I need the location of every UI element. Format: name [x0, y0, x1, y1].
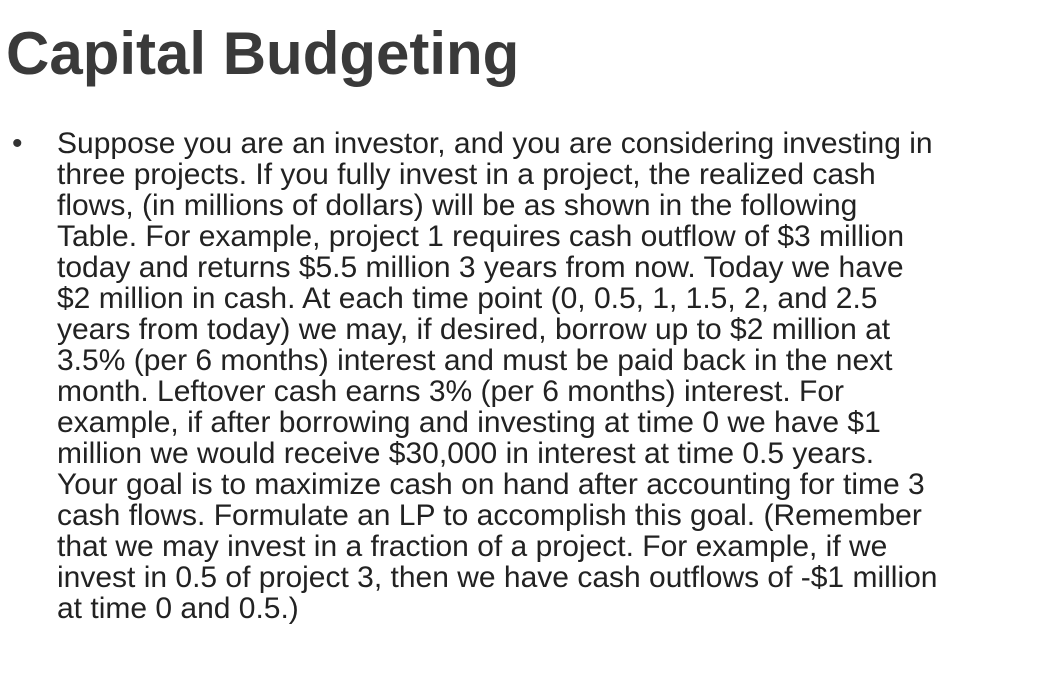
paragraph-line: that we may invest in a fraction of a project. For example, if we: [57, 530, 888, 563]
paragraph-line: 3.5% (per 6 months) interest and must be paid back in the next: [57, 344, 893, 377]
paragraph-line: month. Leftover cash earns 3% (per 6 months) interest. For: [57, 375, 845, 408]
paragraph-line: cash flows. Formulate an LP to accomplish this goal. (Remember: [57, 499, 922, 532]
paragraph-line: million we would receive $30,000 in interest at time 0.5 years.: [57, 437, 875, 470]
paragraph-line: three projects. If you fully invest in a project, the realized cash: [57, 158, 876, 191]
paragraph-line: invest in 0.5 of project 3, then we have cash outflows of -$1 million: [57, 561, 938, 594]
bullet-paragraph: [57, 128, 1047, 624]
paragraph-line: today and returns $5.5 million 3 years from now. Today we have: [57, 251, 904, 284]
paragraph-line: example, if after borrowing and investing at time 0 we have $1: [57, 406, 881, 439]
paragraph-line: Suppose you are an investor, and you are considering investing in: [57, 127, 933, 160]
paragraph-line: Your goal is to maximize cash on hand after accounting for time 3: [57, 468, 925, 501]
paragraph-line: Table. For example, project 1 requires cash outflow of $3 million: [57, 220, 905, 253]
paragraph-line: years from today) we may, if desired, borrow up to $2 million at: [57, 313, 891, 346]
paragraph-line: at time 0 and 0.5.): [57, 592, 299, 625]
slide-title: Capital Budgeting: [6, 20, 520, 87]
paragraph-line: flows, (in millions of dollars) will be as shown in the following: [57, 189, 858, 222]
paragraph-line: $2 million in cash. At each time point (0, 0.5, 1, 1.5, 2, and 2.5: [57, 282, 878, 315]
bullet-marker: •: [12, 127, 23, 160]
